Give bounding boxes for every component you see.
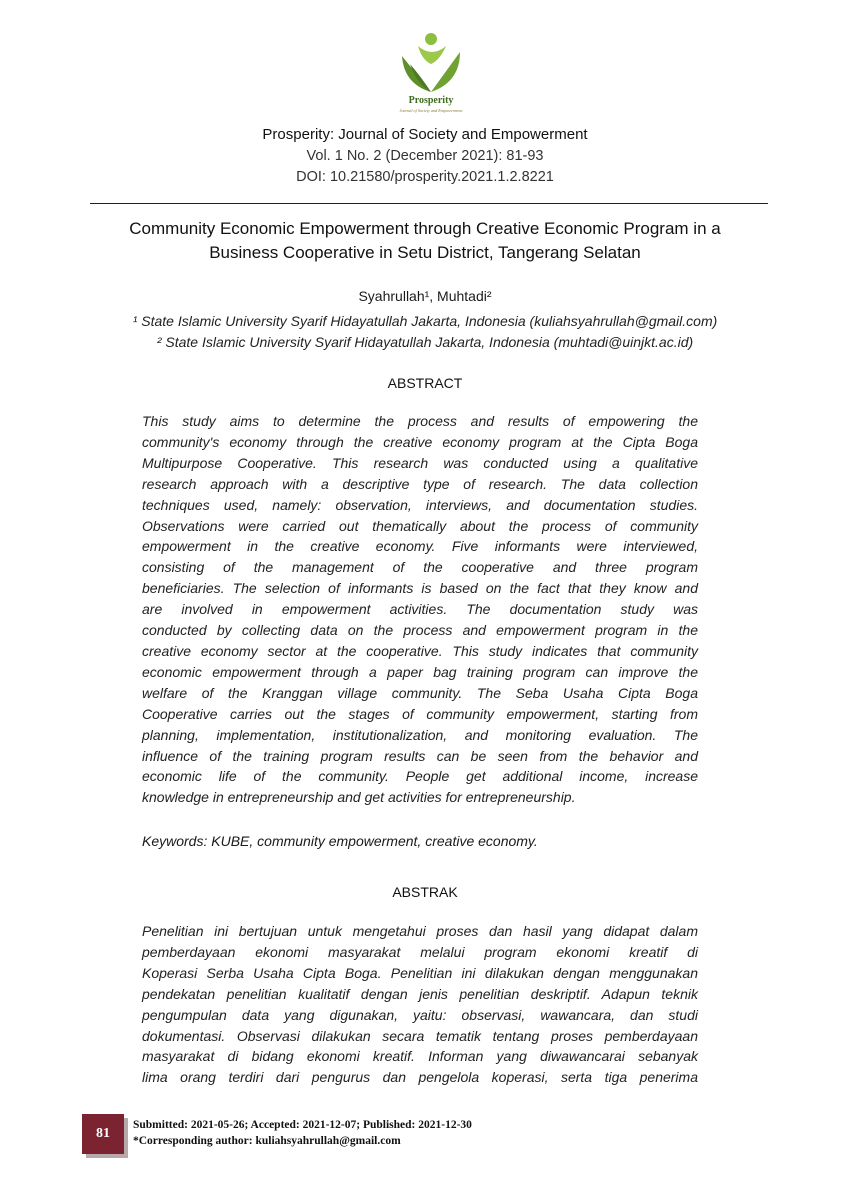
abstract-heading: ABSTRACT	[387, 375, 463, 391]
keywords-label: Keywords:	[142, 833, 208, 849]
abstrak-heading: ABSTRAK	[392, 884, 458, 900]
abstrak-line: pendekatan penelitian kualitatif dengan jenis penelitian deskriptif. Adapun teknik	[142, 985, 698, 1002]
abstract-line: knowledge in entrepreneurship and get activities for entrepreneurship.	[142, 789, 576, 806]
abstract-line: consisting of the management of the cooperative and three program	[142, 559, 698, 576]
header-divider	[90, 203, 768, 204]
abstract-line: empowerment in the creative economy. Five informants were interviewed,	[142, 538, 698, 555]
abstrak-line: dokumentasi. Observasi dilakukan secara tematik tentang proses pemberdayaan	[142, 1027, 698, 1044]
page-number-badge: 81	[82, 1114, 124, 1154]
abstrak-line: lima orang terdiri dari pengurus dan pengelola koperasi, serta tiga penerima	[142, 1069, 698, 1086]
abstract-line: research approach with a descriptive type of research. The data collection	[142, 475, 698, 492]
journal-doi: DOI: 10.21580/prosperity.2021.1.2.8221	[296, 169, 554, 185]
journal-info	[0, 124, 850, 188]
keywords-value: KUBE, community empowerment, creative economy.	[207, 833, 538, 849]
abstrak-line: Penelitian ini bertujuan untuk mengetahui proses dan hasil yang didapat dalam	[142, 923, 698, 939]
abstract-line: conducted by collecting data on the process and empowerment program in the	[142, 622, 698, 639]
abstract-line: planning, implementation, institutionalization, and monitoring evaluation. The	[142, 726, 698, 743]
journal-volume: Vol. 1 No. 2 (December 2021): 81-93	[306, 148, 544, 164]
publication-dates: Submitted: 2021-05-26; Accepted: 2021-12-07; Published: 2021-12-30	[133, 1119, 472, 1131]
abstrak-line: pengumpulan data yang digunakan, yaitu: observasi, wawancara, dan studi	[142, 1006, 698, 1023]
abstract-text	[142, 411, 698, 808]
abstrak-line: masyarakat di bidang ekonomi kreatif. Informan yang diwawancarai sebanyak	[142, 1048, 698, 1065]
abstract-line: Multipurpose Cooperative. This research was conducted using a qualitative	[142, 454, 698, 471]
abstract-line: This study aims to determine the process and results of empowering the	[142, 413, 698, 429]
abstrak-line: Koperasi Serba Usaha Cipta Boga. Penelitian ini dilakukan dengan menggunakan	[142, 964, 698, 981]
article-title	[95, 217, 755, 265]
article-title-line: Business Cooperative in Setu District, Tangerang Selatan	[209, 243, 641, 262]
abstract-line: Cooperative carries out the stages of community empowerment, starting from	[142, 705, 698, 722]
logo-tagline: Journal of Society and Empowerment	[399, 108, 463, 113]
abstract-line: welfare of the Kranggan village community. The Seba Usaha Cipta Boga	[142, 684, 698, 701]
authors: Syahrullah¹, Muhtadi²	[358, 288, 492, 304]
abstract-line: economic empowerment through a paper bag training program can improve the	[142, 663, 698, 680]
abstract-line: creative economy sector at the cooperative. This study indicates that community	[142, 642, 698, 659]
abstract-line: are involved in empowerment activities. The documentation study was	[142, 601, 698, 618]
logo-name: Prosperity	[408, 95, 454, 106]
abstract-line: Observations were carried out thematically about the process of community	[142, 517, 698, 534]
journal-title: Prosperity: Journal of Society and Empowerment	[262, 126, 588, 143]
prosperity-logo-icon	[388, 30, 474, 114]
article-title-line: Community Economic Empowerment through Creative Economic Program in a	[129, 219, 721, 238]
affiliation-2: ² State Islamic University Syarif Hidayatullah Jakarta, Indonesia (muhtadi@uinjkt.ac.id)	[156, 334, 694, 350]
abstrak-line: pemberdayaan ekonomi masyarakat melalui program ekonomi kreatif di	[142, 943, 698, 960]
abstract-line: influence of the training program results can be seen from the behavior and	[142, 747, 698, 764]
journal-logo	[388, 30, 474, 114]
affiliations	[0, 311, 850, 353]
abstrak-text	[142, 921, 698, 1088]
abstract-line: community's economy through the creative economy program at the Cipta Boga	[142, 433, 698, 450]
keywords	[142, 831, 702, 851]
abstract-line: beneficiaries. The selection of informants is based on the fact that they know and	[142, 580, 698, 597]
affiliation-1: ¹ State Islamic University Syarif Hidayatullah Jakarta, Indonesia (kuliahsyahrullah@gmail.com)	[132, 313, 718, 329]
abstract-line: techniques used, namely: observation, interviews, and documentation studies.	[142, 496, 698, 513]
footer-info	[133, 1117, 472, 1149]
abstract-line: economic life of the community. People get additional income, increase	[142, 768, 698, 785]
corresponding-author: *Corresponding author: kuliahsyahrullah@gmail.com	[133, 1135, 401, 1147]
